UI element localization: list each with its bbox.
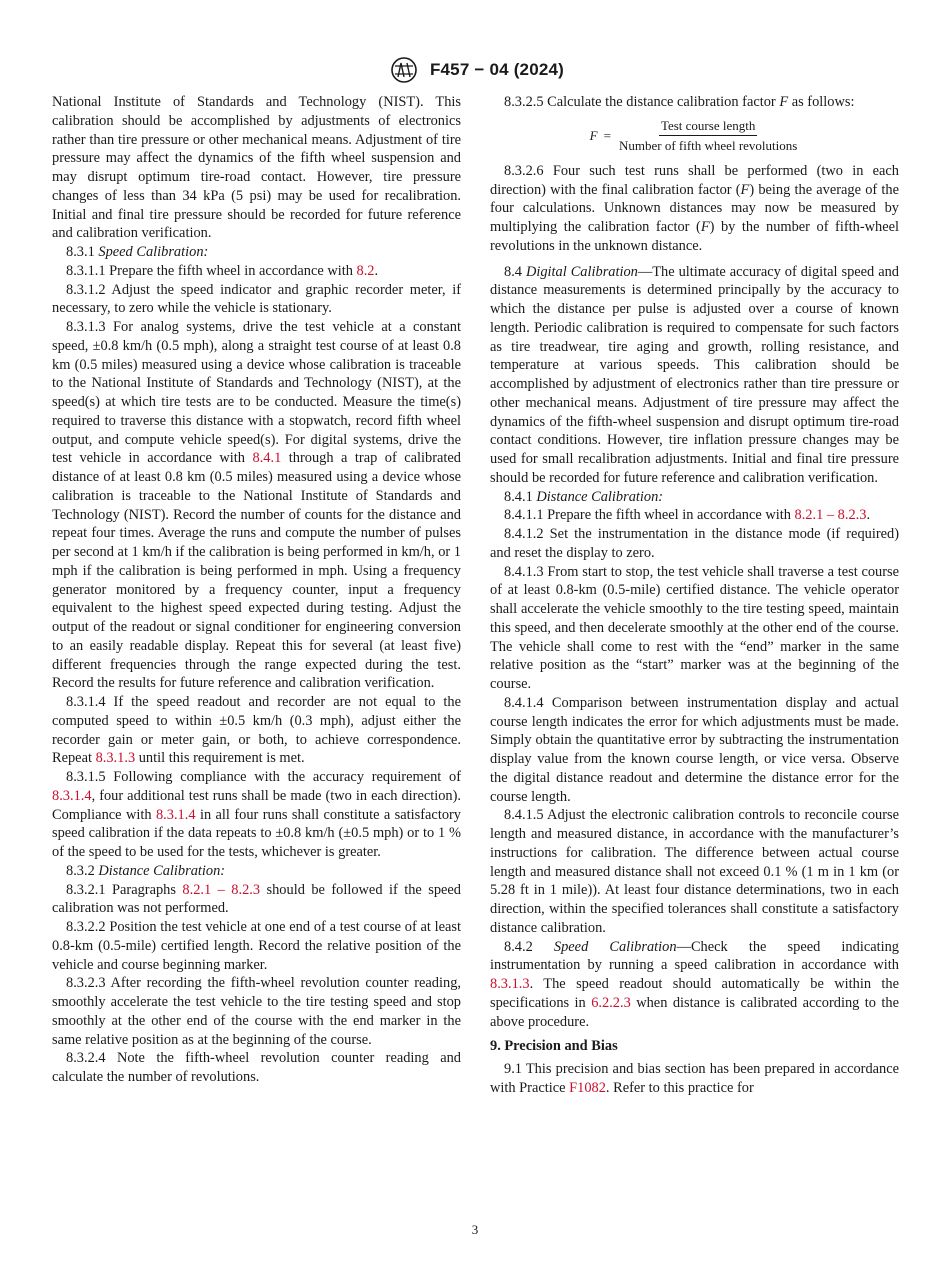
- paragraph-8-3-2-6: 8.3.2.6 Four such test runs shall be performed (two in each direction) with the final calibration factor (F) being the average of the four calculations. Unknown distances may now be measured by multiplying the calibration factor (F) by the number of fifth-wheel revolutions in the unknown distance.: [490, 162, 899, 254]
- ref-link-8-3-1-3-right[interactable]: 8.3.1.3: [490, 976, 530, 992]
- section-9-heading: 9. Precision and Bias: [490, 1038, 618, 1055]
- paragraph-8-4-1-1: 8.4.1.1 Prepare the fifth wheel in accordance with 8.2.1 – 8.2.3.: [504, 507, 871, 524]
- ref-link-6-2-2-3[interactable]: 6.2.2.3: [591, 994, 631, 1011]
- section-8-3-1: 8.3.1 Speed Calibration:: [66, 244, 209, 260]
- paragraph-8-4-1-2: 8.4.1.2 Set the instrumentation in the distance mode (if required) and reset the display to zero.: [490, 526, 899, 561]
- ref-link-8-2-1-to-8-2-3-right[interactable]: 8.2.1 – 8.2.3: [794, 507, 867, 524]
- paragraph-8-3-1-3: 8.3.1.3 For analog systems, drive the test vehicle at a constant speed, ±0.8 km/h (0.5 mph), along a straight test course of at least 0.8 km (0.5 miles) measured using a device whose calibration is traceable to the National Institute of Standards and Technology (NIST), at the speed(s) at which tire tests are to be conducted. Measure the time(s) required to traverse this distance with a stopwatch, record fifth wheel output, and compute vehicle speed(s). For digital systems, drive the test vehicle in accordance with 8.4.1 through a trap of calibrated distance of at least 0.8 km (0.5 miles) measured using a device whose calibration is traceable to the National Institute of Standards and Technology (NIST). Record the number of counts for the distance and repeat four times. Average the runs and compute the number of pulses per second at 1 km/h if the calibration is being performed in km/h, or 1 mph if the calibration is being performed in mph. Using a frequency generator monitored by a frequency counter, input a frequency equivalent to the highest speed expected during testing. Adjust the output of the readout or signal conditioner for engineering conversion to an easily readable display. Repeat this for several (at least five) different frequencies through the range expected during the test. Record the results for future reference and calibration verification.: [52, 319, 461, 692]
- ref-link-8-3-1-4[interactable]: 8.3.1.4: [52, 787, 92, 804]
- page-number: 3: [471, 1222, 479, 1237]
- paragraph-8-3-1-1: 8.3.1.1 Prepare the fifth wheel in accordance with 8.2.: [66, 262, 379, 279]
- astm-logo-icon: [386, 57, 422, 83]
- paragraph-8-3-intro: National Institute of Standards and Technology (NIST). This calibration should be accomplished by adjustments of electronics rather than tire pressure or other mechanical means. Adjustment of tire pressure may affect the dynamics of the fifth wheel suspension and may disrupt optimum tire-road contact. However, tire pressure changes of less than 34 kPa (5 psi) may be used for recalibration. Initial and final tire pressure should be recorded for future reference and calibration verification.: [52, 94, 461, 242]
- paragraph-8-3-1-5: 8.3.1.5 Following compliance with the accuracy requirement of 8.3.1.4, four additional test runs shall be made (two in each direction). Compliance with 8.3.1.4 in all four runs shall constitute a satisfactory speed calibration if the data repeats to ±0.8 km/h (±0.5 mph) or to 1 % of the speed to be used for the tests, whichever is greater.: [52, 769, 461, 860]
- ref-link-8-2-1-to-8-2-3[interactable]: 8.2.1 – 8.2.3: [182, 881, 261, 898]
- paragraph-8-4-1-3: 8.4.1.3 From start to stop, the test vehicle shall traverse a test course of at least 0.8-km (0.5-mile) certified distance. The vehicle operator shall accelerate the vehicle smoothly to the tire testing speed, maintain this speed, and then decelerate smoothly at the other end of the course. The vehicle shall come to rest with the “end” marker in the same relative position as the “start” marker was at the beginning of the course.: [490, 563, 899, 692]
- ref-link-f1082[interactable]: F1082: [569, 1079, 606, 1096]
- page-header: [0, 57, 950, 83]
- section-8-3-2: 8.3.2 Distance Calibration:: [66, 862, 226, 879]
- paragraph-9-1: 9.1 This precision and bias section has been prepared in accordance with Practice F1082. Refer to this practice for: [490, 1061, 899, 1096]
- ref-link-8-3-1-3[interactable]: 8.3.1.3: [95, 750, 136, 767]
- paragraph-8-3-2-3: 8.3.2.3 After recording the fifth-wheel revolution counter reading, smoothly accelerate the test vehicle to the tire testing speed and stop smoothly at the other end of the course with the end marker in the same relative position as at the beginning of the course.: [52, 975, 461, 1048]
- paragraph-8-3-1-4: 8.3.1.4 If the speed readout and recorder are not equal to the computed speed to within ±0.5 km/h (0.3 mph), adjust either the recorder gain or meter gain, or both, to achieve correspondence. Repeat 8.3.1.3 until this requirement is met.: [52, 694, 461, 767]
- section-8-4-2: 8.4.2 Speed Calibration—Check the speed indicating instrumentation by running a speed calibration in accordance with 8.3.1.3. The speed readout should automatically be within the specifications in 6.2.2.3 when distance is calibrated according to the above procedure.: [490, 938, 899, 1030]
- ref-link-8-2[interactable]: 8.2: [356, 262, 375, 279]
- ref-link-8-4-1[interactable]: 8.4.1: [252, 450, 282, 467]
- right-column: [490, 93, 899, 1098]
- paragraph-8-3-2-5: 8.3.2.5 Calculate the distance calibration factor F as follows:: [504, 94, 855, 110]
- paragraph-8-4-1-4: 8.4.1.4 Comparison between instrumentation display and actual course length indicates the error for which adjustments must be made. Simply obtain the quantitative error by subtracting the instrumentation display value from the known course length, or vice versa. Observe the digital distance readout and determine the distance error for the course length.: [490, 694, 899, 805]
- formula-numerator: Test course length: [659, 118, 757, 136]
- formula-equals: =: [603, 127, 611, 143]
- formula-lhs: F: [589, 127, 598, 143]
- paragraph-8-4-1-5: 8.4.1.5 Adjust the electronic calibration controls to reconcile course length and measured distance, in accordance with the manufacturer’s instructions for calibration. The difference between actual course length and measured distance shall not exceed 0.1 % (1 m in 1 km (or 5.28 ft in 1 mile)). At least four distance determinations, two in each direction, within the specified tolerances shall constitute a satisfactory distance calibration.: [490, 807, 899, 936]
- paragraph-8-3-2-1: 8.3.2.1 Paragraphs 8.2.1 – 8.2.3 should be followed if the speed calibration was not performed.: [52, 881, 461, 917]
- formula-denominator: Number of fifth wheel revolutions: [618, 137, 798, 153]
- ref-link-8-3-1-4-second[interactable]: 8.3.1.4: [155, 806, 196, 823]
- formula-fraction: [617, 118, 799, 154]
- calibration-factor-formula: [490, 118, 899, 154]
- document-designation: F457 − 04 (2024): [429, 60, 565, 79]
- paragraph-8-3-1-2: 8.3.1.2 Adjust the speed indicator and graphic recorder meter, if necessary, to zero while the vehicle is stationary.: [52, 281, 461, 317]
- left-column: [52, 93, 461, 1087]
- section-8-4-1: 8.4.1 Distance Calibration:: [504, 488, 664, 505]
- section-8-4: 8.4 Digital Calibration—The ultimate accuracy of digital speed and distance measurements is determined principally by the accuracy to which the distance per pulse is adjusted over a course of known length. Periodic calibration is required to compensate for such factors as tire treadwear, tire aging and growth, rolling resistance, and temperature at various speeds. This calibration should be accomplished by adjustment of electronics rather than tire pressure or other mechanical means. Adjustment of tire pressure may affect the dynamics of the fifth-wheel suspension and disrupt optimum tire-road contact conditions. However, tire inflation pressure changes may be used for small recalibration adjustments. Initial and final tire pressure should be recorded for future reference and calibration verification.: [490, 263, 899, 486]
- paragraph-8-3-2-2: 8.3.2.2 Position the test vehicle at one end of a test course of at least 0.8-km (0.5-mile) certified length. Record the relative position of the vehicle and course beginning marker.: [52, 919, 461, 973]
- paragraph-8-3-2-4: 8.3.2.4 Note the fifth-wheel revolution counter reading and calculate the number of revolutions.: [52, 1050, 461, 1085]
